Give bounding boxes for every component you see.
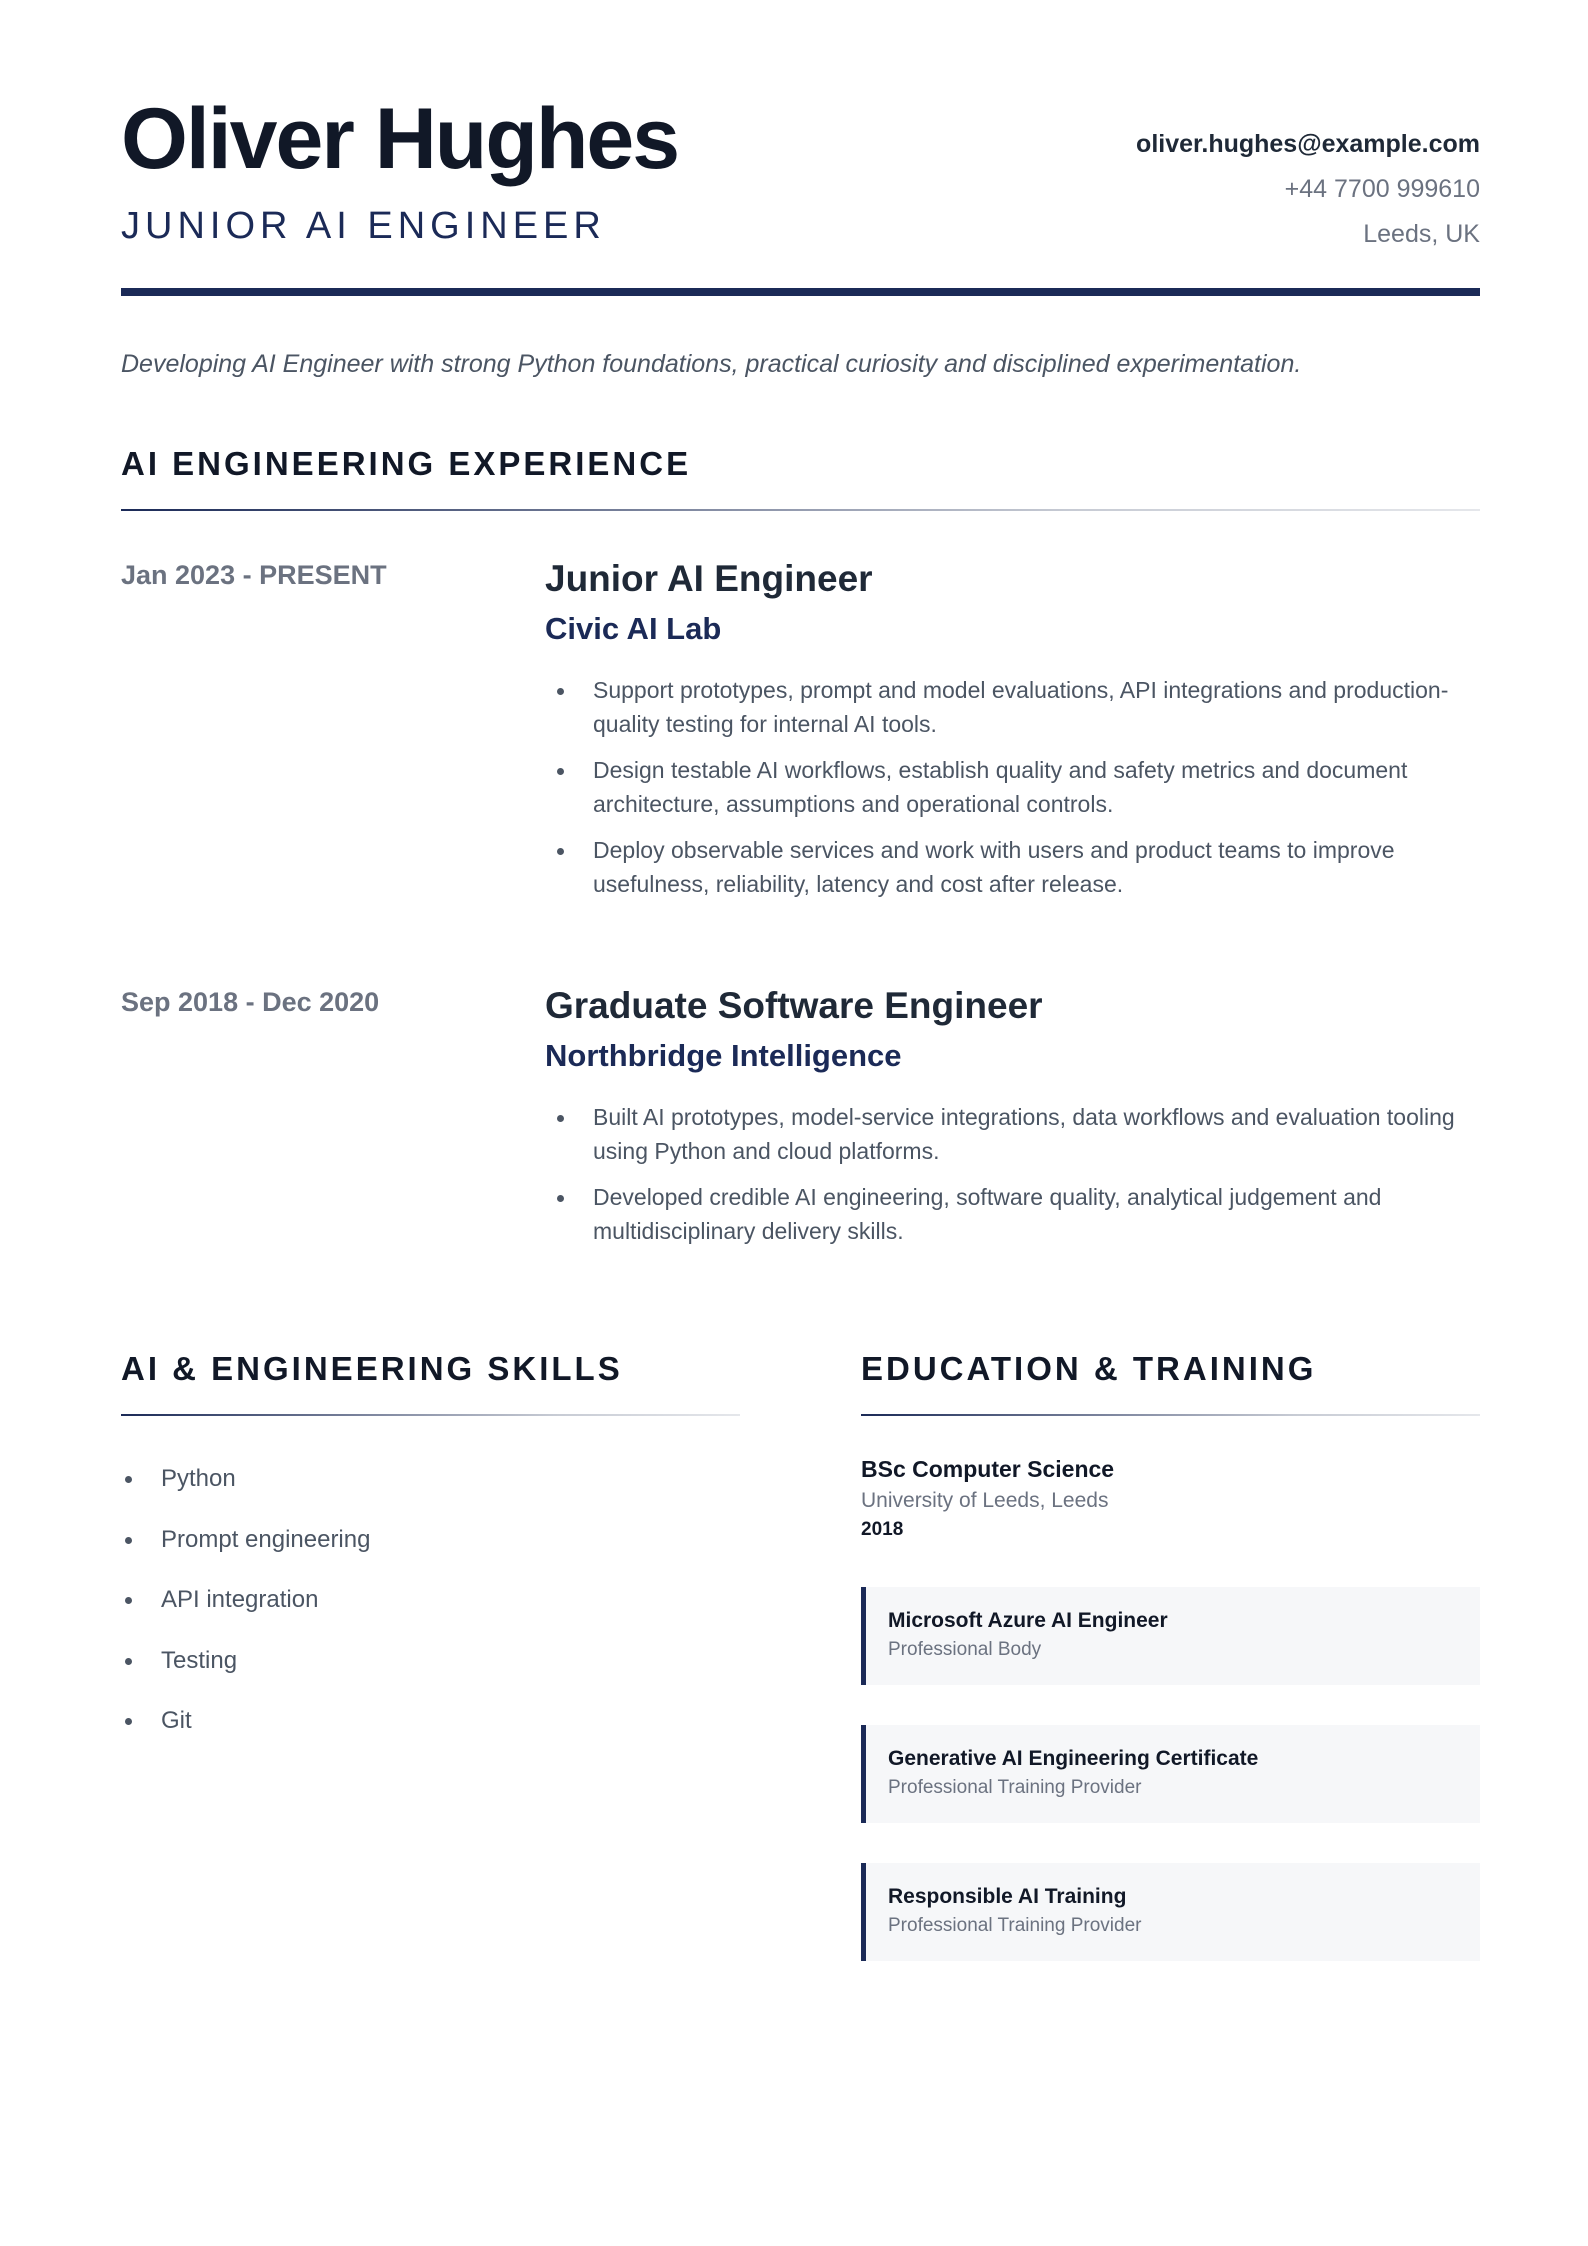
job-details (545, 987, 1480, 1260)
job-bullet: Developed credible AI engineering, software quality, analytical judgement and multidisciplinary delivery skills. (545, 1180, 1480, 1248)
certification-card (861, 1587, 1480, 1685)
certification-title: Microsoft Azure AI Engineer (888, 1609, 1168, 1632)
job-dates: Jan 2023 - PRESENT (121, 560, 387, 590)
degree-institution: University of Leeds, Leeds (861, 1489, 1109, 1512)
job-bullets (545, 673, 1480, 901)
job-company: Civic AI Lab (545, 610, 722, 646)
skill-item: Python (121, 1462, 370, 1523)
profile-summary: Developing AI Engineer with strong Python foundations, practical curiosity and disciplined experimentation. (121, 350, 1302, 378)
certification-card (861, 1725, 1480, 1823)
candidate-name: Oliver Hughes (121, 91, 679, 187)
experience-divider (121, 509, 1480, 511)
skill-item: Testing (121, 1644, 370, 1705)
degree-year: 2018 (861, 1519, 904, 1540)
contact-phone: +44 7700 999610 (1284, 175, 1480, 203)
skills-list (121, 1462, 370, 1765)
skill-item: API integration (121, 1583, 370, 1644)
job-dates: Sep 2018 - Dec 2020 (121, 987, 380, 1017)
job-company: Northbridge Intelligence (545, 1037, 902, 1073)
certification-title: Responsible AI Training (888, 1885, 1127, 1908)
job-bullet: Design testable AI workflows, establish quality and safety metrics and document architecture, assumptions and operational controls. (545, 753, 1480, 821)
skills-divider (121, 1414, 740, 1416)
degree-title: BSc Computer Science (861, 1456, 1115, 1482)
certification-card (861, 1863, 1480, 1961)
contact-location: Leeds, UK (1363, 220, 1480, 248)
job-title: Graduate Software Engineer (545, 985, 1043, 1026)
resume-page (121, 0, 1480, 2246)
certification-provider: Professional Training Provider (888, 1777, 1142, 1798)
experience-heading: AI ENGINEERING EXPERIENCE (121, 445, 692, 482)
certification-title: Generative AI Engineering Certificate (888, 1747, 1259, 1770)
education-heading: EDUCATION & TRAINING (861, 1350, 1317, 1387)
header-divider (121, 288, 1480, 296)
degree-entry (861, 1456, 1480, 1541)
contact-block (1136, 132, 1480, 247)
job-bullet: Built AI prototypes, model-service integrations, data workflows and evaluation tooling using Python and cloud platforms. (545, 1100, 1480, 1168)
job-bullets (545, 1100, 1480, 1248)
candidate-role: JUNIOR AI ENGINEER (121, 205, 606, 247)
job-bullet: Support prototypes, prompt and model evaluations, API integrations and production-quality testing for internal AI tools. (545, 673, 1480, 741)
skill-item: Prompt engineering (121, 1523, 370, 1584)
job-title: Junior AI Engineer (545, 558, 873, 599)
job-bullet: Deploy observable services and work with users and product teams to improve usefulness, reliability, latency and cost after release. (545, 833, 1480, 901)
job-details (545, 560, 1480, 913)
skill-item: Git (121, 1704, 370, 1765)
certification-provider: Professional Body (888, 1639, 1042, 1660)
skills-heading: AI & ENGINEERING SKILLS (121, 1350, 623, 1387)
education-divider (861, 1414, 1480, 1416)
contact-email[interactable]: oliver.hughes@example.com (1136, 130, 1480, 158)
certification-provider: Professional Training Provider (888, 1915, 1142, 1936)
